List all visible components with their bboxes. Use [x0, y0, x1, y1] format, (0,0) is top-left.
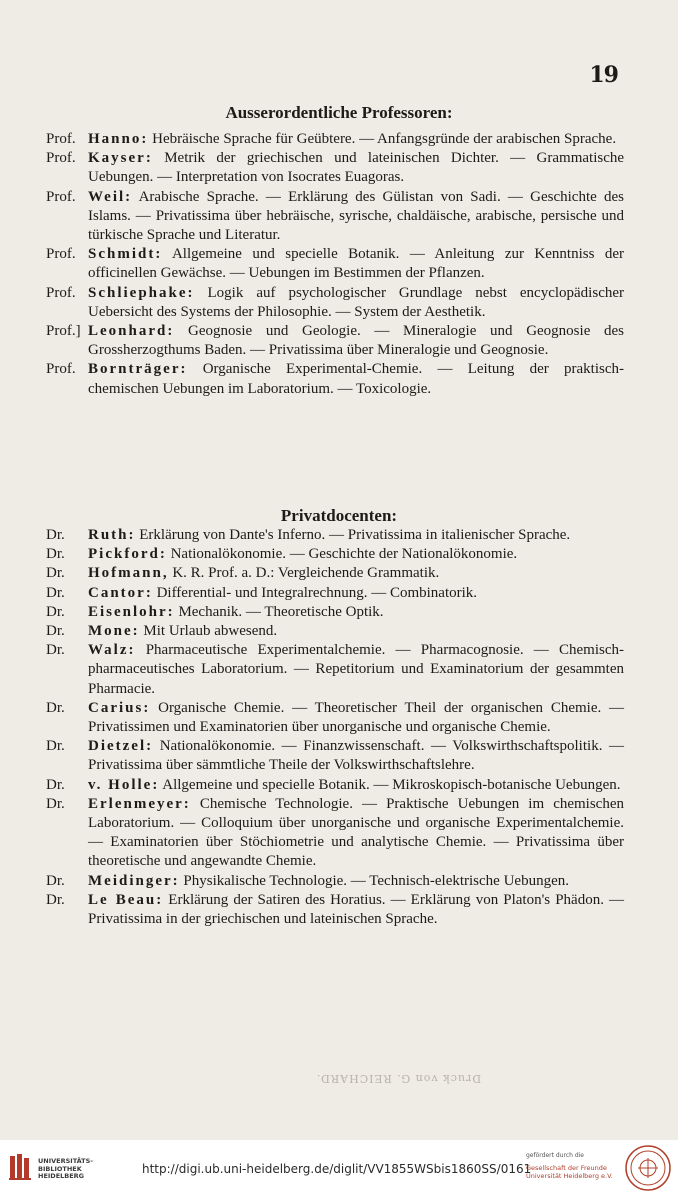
list-item — [46, 584, 624, 603]
entry-courses: Mechanik. — Theoretische Optik. — [178, 603, 384, 620]
library-name: UNIVERSITÄTS- BIBLIOTHEK HEIDELBERG — [38, 1157, 93, 1180]
entry-title-prefix: Dr. — [46, 527, 65, 543]
page-number: 19 — [589, 62, 618, 88]
printer-stamp: Druck von G. REICHARD. — [316, 1072, 482, 1085]
entry-courses: Arabische Sprache. — Erklärung des Gülistan von Sadi. — Geschichte des Islams. — Privatissima über hebräische, syrische, chaldäische, arabische, persische und türkische Sprache und Literatur. — [88, 188, 624, 244]
page-url-link[interactable]: http://digi.ub.uni-heidelberg.de/diglit/VV1855WSbis1860SS/0161 — [142, 1162, 532, 1176]
list-item — [46, 284, 624, 322]
entry-lecturer-name: Eisenlohr: — [88, 603, 175, 620]
list-item — [46, 641, 624, 699]
entry-courses: Hebräische Sprache für Geübtere. — Anfangsgründe der arabischen Sprache. — [152, 131, 617, 147]
section-title-privatdocenten: Privatdocenten: — [280, 506, 398, 525]
entry-lecturer-name: Hanno: — [88, 131, 149, 147]
entry-title-prefix: Prof. — [46, 284, 76, 301]
entry-courses: Geognosie und Geologie. — Mineralogie und Geognosie des Grossherzogthums Baden. — Privatissima über Mineralogie und Geognosie. — [88, 323, 625, 359]
university-seal-icon — [624, 1144, 672, 1192]
entry-lecturer-name: Weil: — [88, 188, 133, 205]
entry-lecturer-name: Schliephake: — [88, 284, 195, 301]
list-item — [46, 149, 624, 187]
entry-title-prefix: Dr. — [46, 872, 65, 889]
entry-lecturer-name: Le Beau: — [88, 891, 164, 908]
entry-lecturer-name: Mone: — [88, 623, 140, 640]
entry-title-prefix: Prof. — [46, 361, 76, 378]
entry-lecturer-name: Hofmann, — [88, 565, 169, 582]
entry-lecturer-name: Cantor: — [88, 584, 153, 601]
list-item — [46, 872, 624, 891]
entry-title-prefix: Prof. — [46, 131, 76, 147]
list-item — [46, 699, 624, 737]
entry-courses: Nationalökonomie. — Finanzwissenschaft. — Volkswirthschaftspolitik. — Privatissima über sämmtliche Theile der Volkswirthschaftslehre. — [88, 738, 624, 774]
list-item — [46, 564, 624, 583]
list-item — [46, 360, 624, 398]
entry-courses: Organische Experimental-Chemie. — Leitung der praktisch-chemischen Uebungen im Laboratorium. — Toxicologie. — [88, 361, 624, 397]
list-item — [46, 245, 624, 283]
entry-title-prefix: Dr. — [46, 776, 65, 793]
entry-lecturer-name: v. Holle: — [88, 776, 160, 793]
entry-title-prefix: Dr. — [46, 546, 65, 563]
entry-lecturer-name: Carius: — [88, 699, 151, 716]
entry-title-prefix: Dr. — [46, 891, 65, 908]
library-logo-icon — [8, 1152, 34, 1182]
sponsor-label: gefördert durch die — [526, 1152, 584, 1159]
list-item — [46, 545, 624, 564]
entry-courses: Allgemeine und specielle Botanik. — Anleitung zur Kenntniss der officinellen Gewächse. — Uebungen im Bestimmen der Pflanzen. — [88, 246, 624, 282]
entry-title-prefix: Dr. — [46, 565, 65, 582]
entry-title-prefix: Dr. — [46, 699, 65, 716]
entry-title-prefix: Dr. — [46, 623, 65, 640]
entry-title-prefix: Dr. — [46, 642, 65, 659]
entry-lecturer-name: Erlenmeyer: — [88, 795, 191, 812]
entry-courses: Chemische Technologie. — Praktische Uebungen im chemischen Laboratorium. — Colloquium über unorganische und organische Experimentalchemie. — Examinatorien über Stöchiometrie und analytische Chemie. — Privatissima über theoretische und angewandte Chemie. — [88, 795, 625, 870]
entry-courses: Nationalökonomie. — Geschichte der Nationalökonomie. — [170, 546, 518, 563]
entry-courses: Differential- und Integralrechnung. — Combinatorik. — [156, 584, 478, 601]
entry-lecturer-name: Ruth: — [88, 527, 136, 543]
entry-courses: Metrik der griechischen und lateinischen Dichter. — Grammatische Uebungen. — Interpretation von Isocrates Euagoras. — [88, 150, 625, 186]
entry-courses: Allgemeine und specielle Botanik. — Mikroskopisch-botanische Uebungen. — [162, 776, 621, 793]
entry-title-prefix: Prof. — [46, 246, 76, 263]
entry-lecturer-name: Meidinger: — [88, 872, 180, 889]
list-item — [46, 322, 624, 360]
entry-title-prefix: Dr. — [46, 795, 65, 812]
entry-courses: K. R. Prof. a. D.: Vergleichende Grammatik. — [172, 565, 440, 582]
footer-bar — [0, 1140, 678, 1196]
list-item — [46, 737, 624, 775]
entry-title-prefix: Prof. — [46, 150, 76, 167]
entry-courses: Erklärung von Dante's Inferno. — Privatissima in italienischer Sprache. — [139, 527, 571, 543]
entry-lecturer-name: Dietzel: — [88, 738, 154, 755]
entry-lecturer-name: Leonhard: — [88, 323, 175, 340]
entry-lecturer-name: Pickford: — [88, 546, 167, 563]
professors-list — [46, 130, 624, 399]
entry-title-prefix: Prof.] — [46, 323, 81, 340]
list-item — [46, 622, 624, 641]
entry-title-prefix: Dr. — [46, 738, 65, 755]
entry-courses: Erklärung der Satiren des Horatius. — Erklärung von Platon's Phädon. — Privatissima in der griechischen und lateinischen Sprache. — [88, 891, 625, 928]
entry-courses: Logik auf psychologischer Grundlage nebst encyclopädischer Uebersicht des Systems der Philosophie. — System der Aesthetik. — [88, 284, 624, 320]
entry-lecturer-name: Schmidt: — [88, 246, 163, 263]
privatdocenten-list — [46, 526, 624, 929]
entry-title-prefix: Prof. — [46, 188, 76, 205]
list-item — [46, 130, 624, 149]
list-item — [46, 891, 624, 929]
entry-courses: Mit Urlaub abwesend. — [143, 623, 278, 640]
sponsor-name: Gesellschaft der Freunde Universität Heidelberg e.V. — [526, 1164, 613, 1180]
entry-title-prefix: Dr. — [46, 603, 65, 620]
entry-lecturer-name: Walz: — [88, 642, 136, 659]
entry-lecturer-name: Bornträger: — [88, 361, 188, 378]
section-title-professors: Ausserordentliche Professoren: — [225, 103, 453, 122]
list-item — [46, 526, 624, 545]
list-item — [46, 776, 624, 795]
list-item — [46, 188, 624, 246]
entry-courses: Organische Chemie. — Theoretischer Theil der organischen Chemie. — Privatissimen und Examinatorien über unorganische und organische Chemie. — [88, 699, 624, 736]
entry-title-prefix: Dr. — [46, 584, 65, 601]
entry-lecturer-name: Kayser: — [88, 150, 153, 167]
entry-courses: Physikalische Technologie. — Technisch-elektrische Uebungen. — [183, 872, 569, 889]
entry-courses: Pharmaceutische Experimentalchemie. — Pharmacognosie. — Chemisch-pharmaceutisches Laboratorium. — Repetitorium und Examinatorium der gesammten Pharmacie. — [88, 642, 624, 697]
list-item — [46, 603, 624, 622]
list-item — [46, 795, 624, 872]
